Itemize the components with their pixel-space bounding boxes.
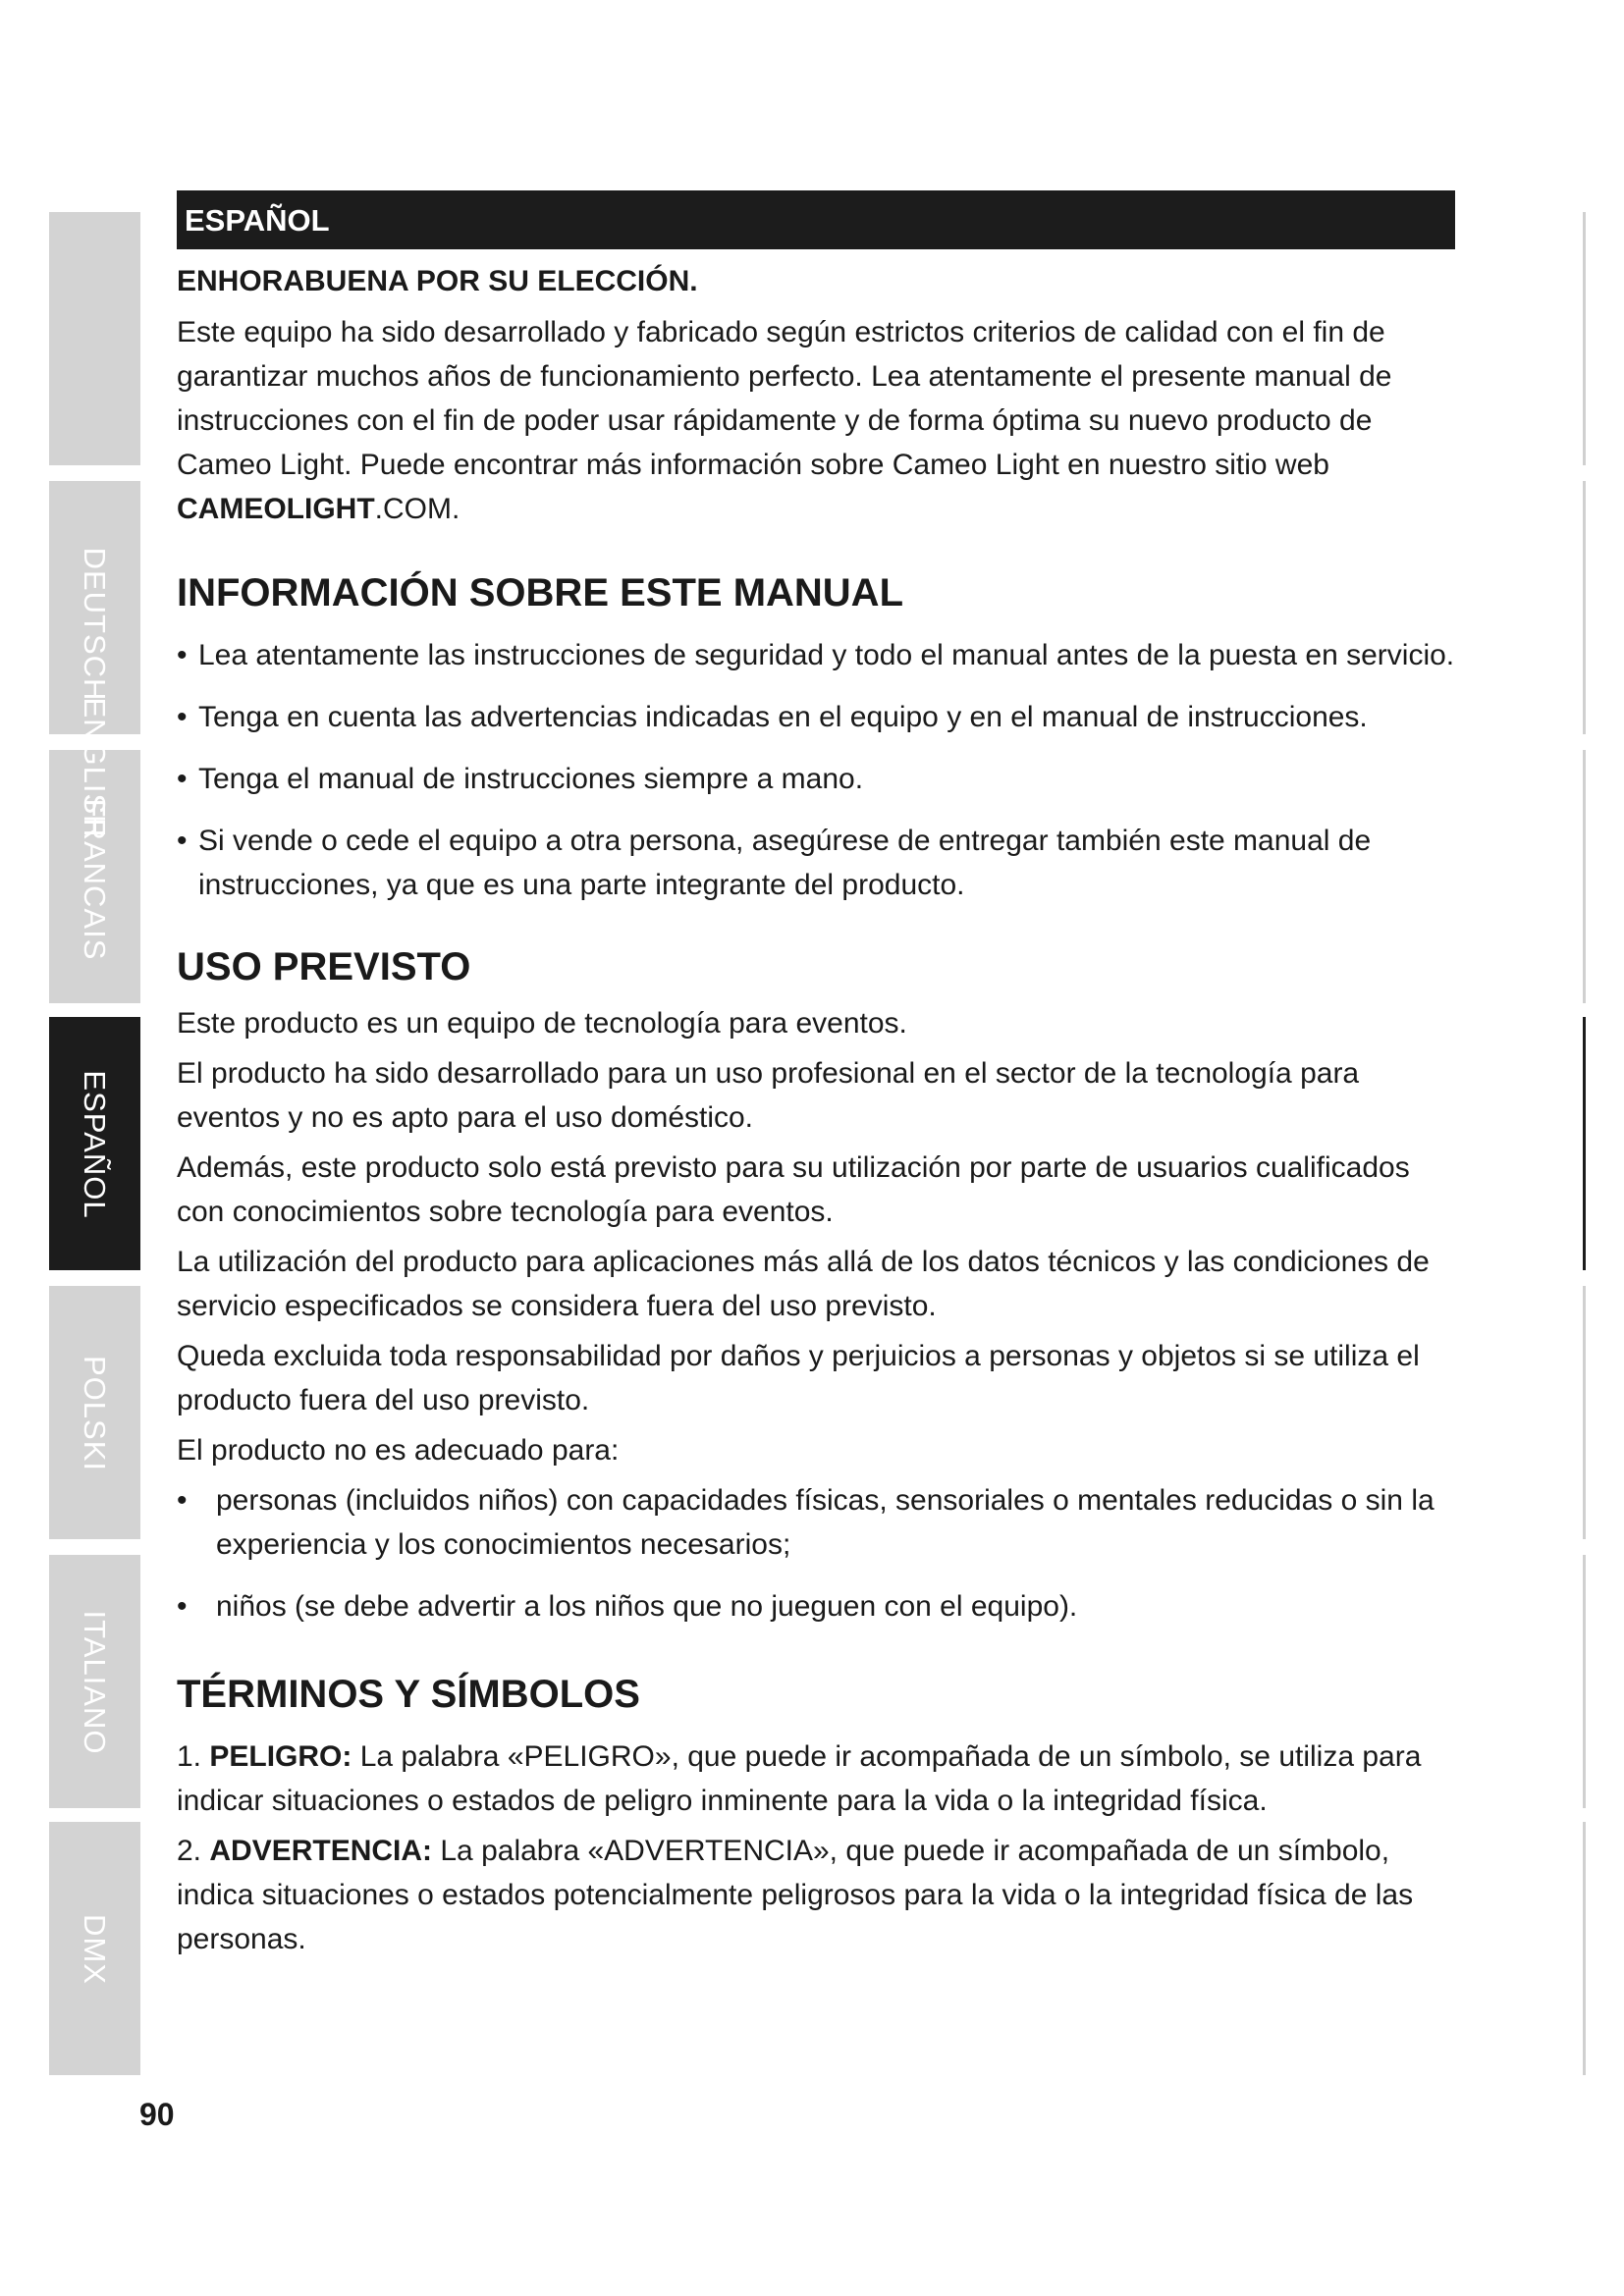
edge-mark-francais xyxy=(1583,750,1586,1003)
intended-use-heading: USO PREVISTO xyxy=(177,945,471,988)
term-item xyxy=(177,1735,1463,1823)
list-item: • Tenga en cuenta las advertencias indicadas en el equipo y en el manual de instrucciones. xyxy=(177,695,1463,739)
list-item: • Lea atentamente las instrucciones de seguridad y todo el manual antes de la puesta en servicio. xyxy=(177,633,1463,677)
intro-heading: ENHORABUENA POR SU ELECCIÓN. xyxy=(177,265,698,297)
edge-mark-english xyxy=(1583,481,1586,734)
tab-label-deutsch: DEUTSCH xyxy=(78,547,112,702)
tab-deutsch[interactable] xyxy=(49,212,140,465)
term-number: 2. xyxy=(177,1835,210,1867)
terms-heading: TÉRMINOS Y SÍMBOLOS xyxy=(177,1673,640,1716)
list-item: • niños (se debe advertir a los niños que no jueguen con el equipo). xyxy=(177,1584,1463,1629)
intro-text-end: .COM. xyxy=(374,493,460,525)
edge-mark-polski xyxy=(1583,1286,1586,1539)
language-header: ESPAÑOL xyxy=(177,190,1455,249)
term-text: La palabra «PELIGRO», que puede ir acompañada de un símbolo, se utiliza para indicar situaciones o estados de peligro inminente para la vida o la integridad física. xyxy=(177,1740,1422,1817)
intended-use-paragraph: El producto ha sido desarrollado para un uso profesional en el sector de la tecnología para eventos y no es apto para el uso doméstico. xyxy=(177,1057,1360,1134)
manual-info-list xyxy=(177,633,1463,907)
intro-paragraph xyxy=(177,310,1463,531)
list-item: • Si vende o cede el equipo a otra persona, asegúrese de entregar también este manual de instrucciones, ya que es una parte integrante del producto. xyxy=(177,819,1463,907)
intended-use-paragraph: Este producto es un equipo de tecnología para eventos. xyxy=(177,1007,907,1040)
intended-use-list xyxy=(177,1478,1463,1629)
page-number: 90 xyxy=(139,2097,175,2132)
term-number: 1. xyxy=(177,1740,210,1773)
tab-label-polski: POLSKI xyxy=(78,1356,112,1471)
intended-use-paragraph: El producto no es adecuado para: xyxy=(177,1434,620,1467)
manual-info-heading: INFORMACIÓN SOBRE ESTE MANUAL xyxy=(177,571,903,614)
term-keyword: ADVERTENCIA: xyxy=(209,1835,433,1867)
tab-label-francais: FRANCAIS xyxy=(78,798,112,961)
website-name: CAMEOLIGHT xyxy=(177,493,375,525)
list-item: • personas (incluidos niños) con capacidades físicas, sensoriales o mentales reducidas o sin la experiencia y los conocimientos necesarios; xyxy=(177,1478,1463,1567)
intended-use-paragraph: Además, este producto solo está previsto para su utilización por parte de usuarios cualificados con conocimientos sobre tecnología para eventos. xyxy=(177,1151,1410,1228)
intended-use-paragraph: La utilización del producto para aplicaciones más allá de los datos técnicos y las condiciones de servicio especificados se considera fuera del uso previsto. xyxy=(177,1246,1430,1322)
term-text: La palabra «ADVERTENCIA», que puede ir acompañada de un símbolo, indica situaciones o estados potencialmente peligrosos para la vida o la integridad física de las personas. xyxy=(177,1835,1414,1955)
intro-text: Este equipo ha sido desarrollado y fabricado según estrictos criterios de calidad con el fin de garantizar muchos años de funcionamiento perfecto. Lea atentamente el presente manual de instrucciones con el fin de poder usar rápidamente y de forma óptima su nuevo producto de Cameo Light. Puede encontrar más información sobre Cameo Light en nuestro sitio web xyxy=(177,316,1392,481)
list-item: • Tenga el manual de instrucciones siempre a mano. xyxy=(177,757,1463,801)
main-content xyxy=(177,257,1463,1967)
edge-mark-deutsch xyxy=(1583,212,1586,465)
term-keyword: PELIGRO: xyxy=(209,1740,352,1773)
tab-label-espanol: ESPAÑOL xyxy=(78,1070,112,1219)
edge-mark-italiano xyxy=(1583,1555,1586,1808)
edge-mark-dmx xyxy=(1583,1822,1586,2075)
tab-label-italiano: ITALIANO xyxy=(78,1610,112,1755)
term-item xyxy=(177,1829,1463,1961)
tab-label-dmx: DMX xyxy=(78,1914,112,1985)
intended-use-paragraph: Queda excluida toda responsabilidad por daños y perjuicios a personas y objetos si se utiliza el producto fuera del uso previsto. xyxy=(177,1340,1420,1416)
tab-label-english: ENGLISH xyxy=(78,697,112,838)
edge-mark-espanol xyxy=(1583,1017,1586,1270)
